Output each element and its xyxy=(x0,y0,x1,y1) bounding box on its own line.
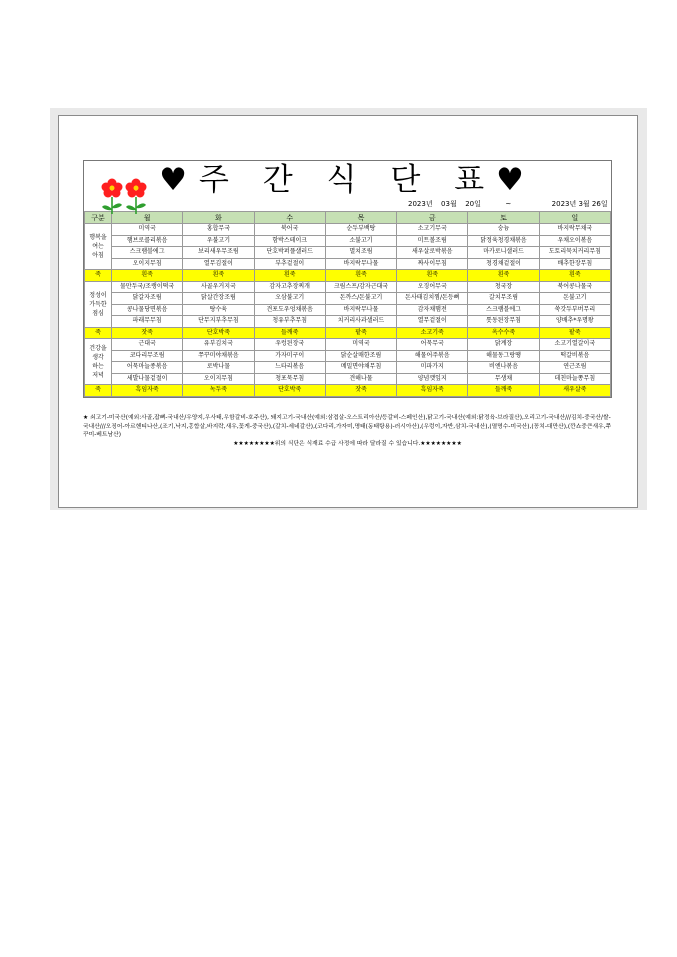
menu-cell: 바지락무나물 xyxy=(325,304,396,316)
porridge-row xyxy=(85,327,611,339)
menu-cell: 소고기열갈이국 xyxy=(539,339,610,351)
menu-row xyxy=(85,293,611,305)
menu-cell: 로박나물 xyxy=(183,362,254,374)
menu-cell: 부추겉절이 xyxy=(254,258,325,270)
menu-cell: 열무겉절이 xyxy=(397,316,468,328)
menu-cell: 보리새우무조림 xyxy=(183,247,254,259)
menu-cell: 어묵무국 xyxy=(397,339,468,351)
porridge-cell: 흰죽 xyxy=(112,270,183,282)
meal-label-line: 정성이 xyxy=(89,291,107,299)
start-month: 03월 xyxy=(441,200,457,208)
weekly-menu-table-box xyxy=(83,160,612,398)
meal-label-line: 가득한 xyxy=(89,300,107,308)
menu-cell: 오이지무침 xyxy=(112,258,183,270)
menu-cell: 바지락무채국 xyxy=(539,224,610,236)
menu-cell: 무생채 xyxy=(468,373,539,385)
day-header: 토 xyxy=(468,212,539,224)
menu-cell: 돈사태김치찜/돈등뼈 xyxy=(397,293,468,305)
menu-cell: 돈불고기 xyxy=(539,293,610,305)
menu-cell: 배추한장무침 xyxy=(539,258,610,270)
porridge-cell: 들깨죽 xyxy=(468,385,539,397)
notes-section xyxy=(83,414,612,448)
start-day: 20일 xyxy=(465,200,481,208)
menu-cell: 스크램블에그 xyxy=(112,247,183,259)
day-header: 수 xyxy=(254,212,325,224)
menu-row xyxy=(85,247,611,259)
menu-cell: 숭늉 xyxy=(468,224,539,236)
day-header: 일 xyxy=(539,212,610,224)
page-title: ♥주 간 식 단 표♥ xyxy=(159,162,536,198)
menu-cell: 함박스테이크 xyxy=(254,235,325,247)
meal-label-line: 생각 xyxy=(92,353,104,361)
menu-cell: 새우살로박볶음 xyxy=(397,247,468,259)
meal-label-line: 여는 xyxy=(92,243,104,250)
menu-row xyxy=(85,281,611,293)
menu-cell: 소불고기 xyxy=(325,235,396,247)
menu-cell: 우불고기 xyxy=(183,235,254,247)
porridge-cell: 단호박죽 xyxy=(254,385,325,397)
menu-cell: 스크램블에그 xyxy=(468,304,539,316)
meal-label-line: 하는 xyxy=(92,362,104,370)
porridge-cell: 흰죽 xyxy=(397,270,468,282)
menu-cell: 청포묵무침 xyxy=(254,373,325,385)
header-row xyxy=(85,212,611,224)
date-range xyxy=(408,199,608,209)
porridge-cell: 팥죽 xyxy=(539,327,610,339)
meal-label xyxy=(85,224,112,270)
menu-cell: 데친마늘쫑무침 xyxy=(539,373,610,385)
porridge-row xyxy=(85,385,611,397)
meal-label-line: 점심 xyxy=(92,309,104,317)
end-date: 2023년 3월 26일 xyxy=(551,200,608,208)
menu-table xyxy=(84,211,611,397)
menu-row xyxy=(85,350,611,362)
menu-cell: 사골우거지국 xyxy=(183,281,254,293)
menu-cell: 코다리무조림 xyxy=(112,350,183,362)
menu-cell: 크림스프/감자근대국 xyxy=(325,281,396,293)
menu-cell: 탕수육 xyxy=(183,304,254,316)
porridge-cell: 흰죽 xyxy=(539,270,610,282)
menu-cell: 닭갈자조림 xyxy=(112,293,183,305)
porridge-cell: 흰죽 xyxy=(254,270,325,282)
menu-cell: 돈까스/돈불고기 xyxy=(325,293,396,305)
menu-cell: 북어국 xyxy=(254,224,325,236)
menu-cell: 닭계장 xyxy=(468,339,539,351)
origin-note: ★ 쇠고기-미국산(예외:사골,잡뼈-국내산/우양지,우사태,우함갈비-호주산), 돼지고기-국내산(예외:삼겹살-오스트리아산/등갈비-스페인산),닭고기-국내산(예외:닭정육-브라질산),오리고기-국내산///김치-중국산/쌀-국내산///오징어-아르헨티나산,(조기,낙지,홍합살,바지락,새우,꽃게-중국산),(갈치-세네갈산),(코다리,가자미,명태(동태탕용)-러시아산),(우렁이,자반,삼치-국내산),(멸명수-미국산),(꽁치-대만산),(깐쇼중큰새우,쭈꾸미-베트남산) xyxy=(83,415,612,438)
porridge-cell: 새우살죽 xyxy=(539,385,610,397)
menu-row xyxy=(85,235,611,247)
day-header: 화 xyxy=(183,212,254,224)
porridge-cell: 흰죽 xyxy=(325,270,396,282)
porridge-cell: 소고기죽 xyxy=(397,327,468,339)
porridge-label: 죽 xyxy=(85,385,112,397)
menu-cell: 치커리사과샐러드 xyxy=(325,316,396,328)
menu-cell: 가자미구이 xyxy=(254,350,325,362)
menu-cell: 감자고추장찌개 xyxy=(254,281,325,293)
meal-label xyxy=(85,281,112,327)
menu-cell: 청경채겉절이 xyxy=(468,258,539,270)
menu-cell: 청국장 xyxy=(468,281,539,293)
menu-row xyxy=(85,339,611,351)
menu-cell: 오삼불고기 xyxy=(254,293,325,305)
porridge-cell: 잣죽 xyxy=(112,327,183,339)
menu-cell: 해물동그랑땡 xyxy=(468,350,539,362)
menu-cell: 멸치조림 xyxy=(325,247,396,259)
menu-cell: 파래무무침 xyxy=(112,316,183,328)
menu-cell: 메밀면야채무침 xyxy=(325,362,396,374)
menu-cell: 열무김절이 xyxy=(183,258,254,270)
porridge-cell: 단호박죽 xyxy=(183,327,254,339)
meal-label-line: 아침 xyxy=(92,252,104,259)
menu-cell: 오징어무국 xyxy=(397,281,468,293)
menu-cell: 갈치무조림 xyxy=(468,293,539,305)
menu-cell: 어묵마늘종볶음 xyxy=(112,362,183,374)
menu-cell: 도토리묵치커리무침 xyxy=(539,247,610,259)
menu-row xyxy=(85,258,611,270)
day-header: 월 xyxy=(112,212,183,224)
porridge-cell: 흑임자죽 xyxy=(112,385,183,397)
porridge-cell: 팥죽 xyxy=(325,327,396,339)
menu-cell: 단호박퍼플샐러드 xyxy=(254,247,325,259)
meal-label-line: 저녁 xyxy=(92,371,104,379)
menu-cell: 바지락무나물 xyxy=(325,258,396,270)
menu-cell: 비엔나볶음 xyxy=(468,362,539,374)
menu-cell: 유부김치국 xyxy=(183,339,254,351)
menu-cell: 북어콩나물국 xyxy=(539,281,610,293)
menu-cell: 쭈꾸미야채볶음 xyxy=(183,350,254,362)
menu-cell: 콩나물당면볶음 xyxy=(112,304,183,316)
title-row xyxy=(84,161,611,211)
menu-row xyxy=(85,362,611,374)
meal-label xyxy=(85,339,112,385)
meal-label-line: 행복을 xyxy=(89,234,107,241)
menu-cell: 홍합무국 xyxy=(183,224,254,236)
porridge-cell: 옥수수죽 xyxy=(468,327,539,339)
porridge-cell: 들깨죽 xyxy=(254,327,325,339)
menu-cell: 닭정육청경채볶음 xyxy=(468,235,539,247)
menu-cell: 미역국 xyxy=(325,339,396,351)
menu-cell: 우채오이볶음 xyxy=(539,235,610,247)
menu-cell: 소고기무국 xyxy=(397,224,468,236)
porridge-label: 죽 xyxy=(85,270,112,282)
porridge-cell: 흑임자죽 xyxy=(397,385,468,397)
meal-label-line: 건강을 xyxy=(89,344,107,352)
date-tilde: ~ xyxy=(505,200,512,208)
day-header: 목 xyxy=(325,212,396,224)
menu-row xyxy=(85,304,611,316)
menu-cell: 순두부백탕 xyxy=(325,224,396,236)
menu-cell: 오이지무침 xyxy=(183,373,254,385)
menu-cell: 톳동된장무침 xyxy=(468,316,539,328)
menu-cell: 양배추*우명왕 xyxy=(539,316,610,328)
menu-cell: 닭순살매한조림 xyxy=(325,350,396,362)
menu-row xyxy=(85,224,611,236)
menu-cell: 닭살간장조림 xyxy=(183,293,254,305)
menu-cell: 양념깻잎지 xyxy=(397,373,468,385)
porridge-label: 죽 xyxy=(85,327,112,339)
start-year: 2023년 xyxy=(408,200,433,208)
menu-cell: 미역국 xyxy=(112,224,183,236)
porridge-row xyxy=(85,270,611,282)
menu-cell: 햄브로콜리볶음 xyxy=(112,235,183,247)
menu-cell: 느타리볶음 xyxy=(254,362,325,374)
porridge-cell: 잣죽 xyxy=(325,385,396,397)
menu-cell: 물만두국/조랭이떡국 xyxy=(112,281,183,293)
menu-cell: 세발나물겉절이 xyxy=(112,373,183,385)
menu-cell: 견포도우엉채볶음 xyxy=(254,304,325,316)
menu-cell: 청유부추무침 xyxy=(254,316,325,328)
disclaimer-note: ★★★★★★★★위의 식단은 식재료 수급 사정에 따라 달라질 수 있습니다.★★★★★★★★ xyxy=(233,440,462,447)
menu-cell: 마카로니샐러드 xyxy=(468,247,539,259)
menu-row xyxy=(85,316,611,328)
day-header: 금 xyxy=(397,212,468,224)
menu-cell: 연근조림 xyxy=(539,362,610,374)
category-header: 구분 xyxy=(85,212,112,224)
menu-cell: 해물어주볶음 xyxy=(397,350,468,362)
menu-cell: 우렁된장국 xyxy=(254,339,325,351)
porridge-cell: 흰죽 xyxy=(468,270,539,282)
menu-cell: 짜사이무침 xyxy=(397,258,468,270)
menu-cell: 쑥갓두부버무리 xyxy=(539,304,610,316)
menu-cell: 떡갈비볶음 xyxy=(539,350,610,362)
porridge-cell: 녹두죽 xyxy=(183,385,254,397)
menu-cell: 미파가지 xyxy=(397,362,468,374)
menu-cell: 근대국 xyxy=(112,339,183,351)
porridge-cell: 흰죽 xyxy=(183,270,254,282)
menu-cell: 단무지부추무침 xyxy=(183,316,254,328)
menu-cell: 미트볼조림 xyxy=(397,235,468,247)
menu-row xyxy=(85,373,611,385)
menu-cell: 감자채햄전 xyxy=(397,304,468,316)
menu-cell: 견해나물 xyxy=(325,373,396,385)
